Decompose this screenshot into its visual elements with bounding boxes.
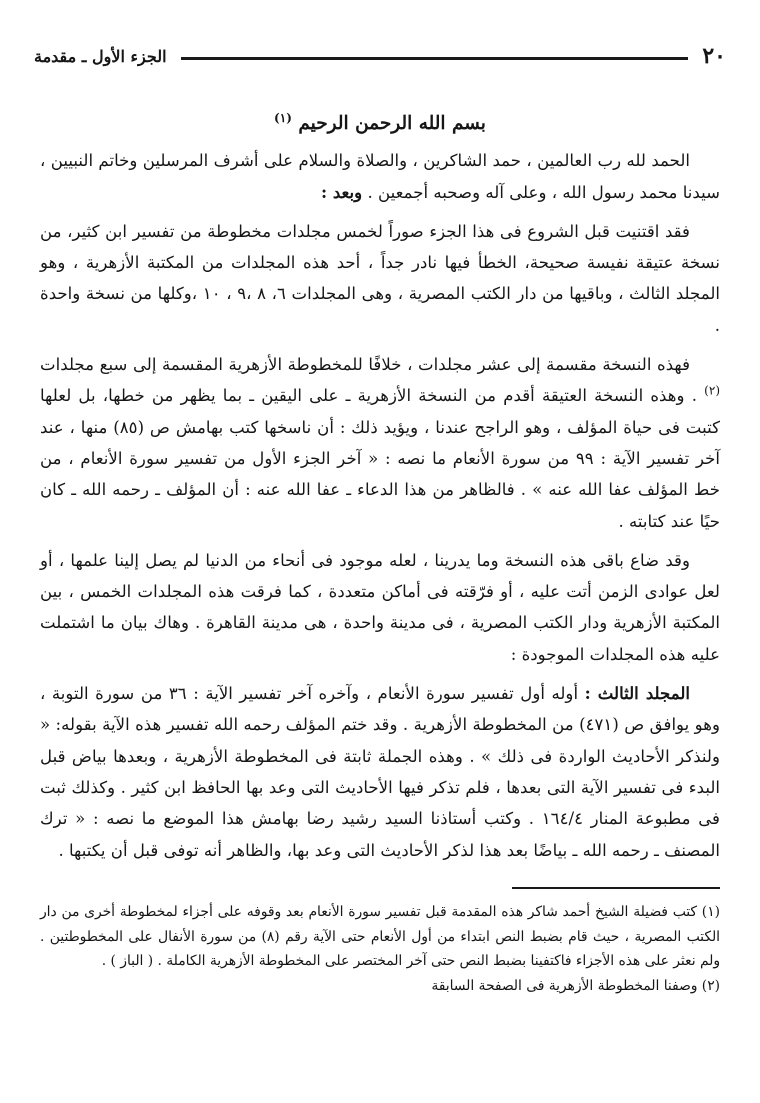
- paragraph-volume-three: [40, 678, 720, 866]
- header-rule: [181, 57, 689, 60]
- main-text: [40, 108, 720, 866]
- page-header: [34, 38, 726, 74]
- paragraph-old-copy-b: . وهذه النسخة العتيقة أقدم من النسخة الأزهرية ـ على اليقين ـ بما يظهر من خطها، بل لعلها كتبت فى حياة المؤلف ، وهو الراجح عندنا ، ويؤيد ذلك : أن ناسخها كتب بهامش ص (٨٥) منها ، عند آخر تفسير الآية : ٩٩ من سورة الأنعام ما نصه : « آخر الجزء الأول من تفسير سورة الأنعام ، من خط المؤلف عفا الله عنه » . فالظاهر من هذا الدعاء ـ عفا الله عنه : أن المؤلف ـ رحمه الله ـ كان حيًا عند كتابته .: [40, 386, 720, 531]
- running-title: الجزء الأول ـ مقدمة: [34, 46, 167, 66]
- paragraph-gap: [40, 670, 720, 678]
- volume-three-lead: المجلد الثالث :: [584, 683, 690, 704]
- footnote-2: (٢) وصفنا المخطوطة الأزهرية فى الصفحة السابقة: [431, 977, 720, 994]
- volume-three-text: أوله أول تفسير سورة الأنعام ، وآخره آخر تفسير الآية : ٣٦ من سورة التوبة ، وهو يوافق ص (٤٧١) من المخطوطة الأزهرية . وقد ختم المؤلف رحمه الله تفسير هذه الآية بقوله: « ولنذكر الأحاديث الواردة فى ذلك » . وهذه الجملة ثابتة فى المخطوطة الأزهرية ، وبعدها بياض قبل البدء فى تفسير الآية التى بعدها ، فلم تذكر فيها الأحاديث التى وعد بها الحافظ ابن كثير . وكذلك ثبت فى مطبوعة المنار ١٦٤/٤ . وكتب أستاذنا السيد رشيد رضا بهامش هذا الموضع ما نصه : « ترك المصنف ـ رحمه الله ـ بياضًا بعد هذا لذكر الأحاديث التى وعد بها، والظاهر أنه توفى قبل أن يكتبها .: [40, 684, 720, 860]
- paragraph-opening-end: وبعد :: [320, 181, 363, 202]
- paragraph-gap: [40, 208, 720, 216]
- paragraph-manuscripts: فقد اقتنيت قبل الشروع فى هذا الجزء صوراً لخمس مجلدات مخطوطة من تفسير ابن كثير، من نسخة عتيقة نفيسة صحيحة، الخطأ فيها نادر جداً ، أحد هذه المجلدات من المكتبة الأزهرية ، وهو المجلد الثالث ، وباقيها من دار الكتب المصرية ، وهى المجلدات ٦، ٨ ،٩ ، ١٠ ،وكلها من نسخة واحدة .: [40, 221, 721, 335]
- basmala-text: بسم الله الرحمن الرحيم: [298, 113, 486, 134]
- paragraph-gap: [40, 341, 720, 349]
- page-number: ٢٠: [702, 43, 726, 69]
- footnote-ref-1: (١): [274, 110, 292, 125]
- paragraph-opening-text: الحمد لله رب العالمين ، حمد الشاكرين ، والصلاة والسلام على أشرف المرسلين وخاتم النبيين ، سيدنا محمد رسول الله ، وعلى آله وصحبه أجمعين .: [40, 151, 720, 202]
- basmala: [40, 108, 720, 139]
- paragraph-lost-copy: وقد ضاع باقى هذه النسخة وما يدرينا ، لعله موجود فى أنحاء من الدنيا لم يصل إلينا علمها ، أو لعل عوادى الزمن أتت عليه ، أو فرّقته فى أماكن متعددة ، كما فرقت هذه المجلدات الخمس ، بين المكتبة الأزهرية ودار الكتب المصرية ، فى مدينة واحدة ، هى مدينة القاهرة . وهاك بيان ما اشتملت عليه هذه المجلدات الموجودة :: [40, 550, 720, 664]
- paragraph-old-copy: [40, 349, 720, 537]
- footnotes: [40, 900, 720, 998]
- paragraph-gap: [40, 537, 720, 545]
- paragraph-opening: [40, 145, 720, 208]
- footnote-rule: [512, 887, 720, 889]
- paragraph-old-copy-a: فهذه النسخة مقسمة إلى عشر مجلدات ، خلافًا للمخطوطة الأزهرية المقسمة إلى سبع مجلدات: [40, 355, 690, 375]
- footnote-ref-2: (٢): [704, 383, 720, 398]
- footnote-1: (١) كتب فضيلة الشيخ أحمد شاكر هذه المقدمة قبل تفسير سورة الأنعام بعد وقوفه على أجزاء لمخطوطة أخرى من دار الكتب المصرية ، حيث قام بضبط النص ابتداء من أول الأنعام حتى الآية رقم (٨) من سورة الأنفال على المخطوطتين . ولم نعثر على هذه الأجزاء فاكتفينا بضبط النص حتى آخر المختصر على المخطوطة الأزهرية الكاملة . ( الباز ) .: [40, 904, 720, 970]
